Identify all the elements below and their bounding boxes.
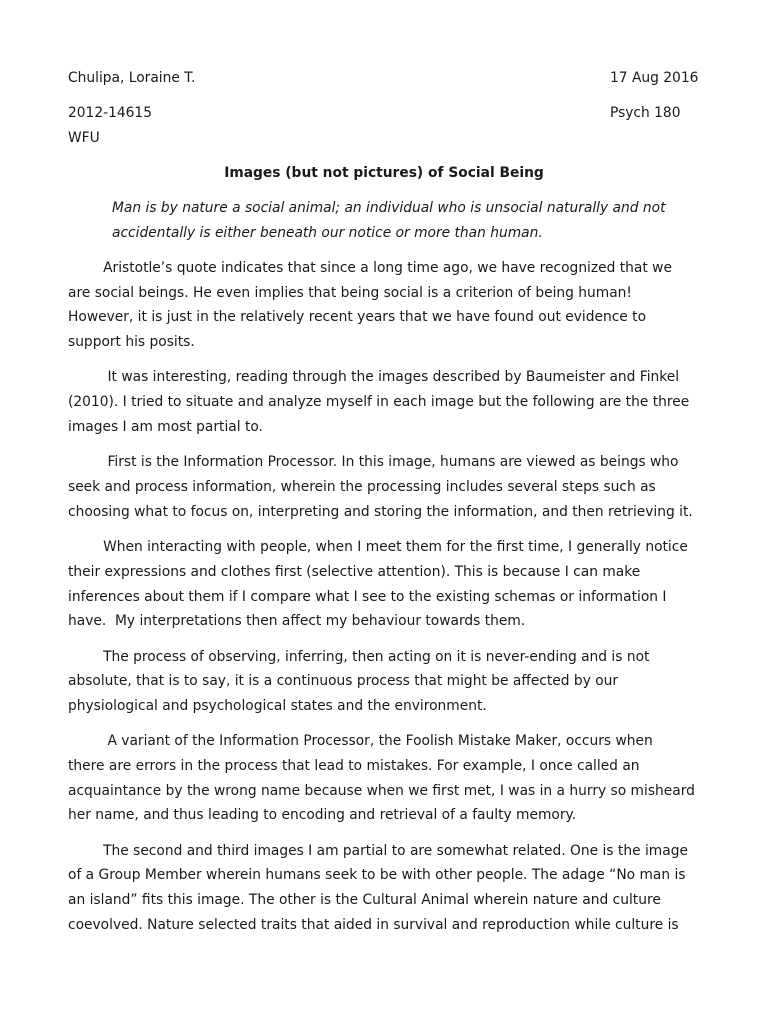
student-id: 2012-14615 [68, 105, 152, 121]
paragraph-line: images I am most partial to. [68, 419, 263, 435]
course: Psych 180 [610, 105, 681, 121]
paragraph-line: A variant of the Information Processor, the Foolish Mistake Maker, occurs when [68, 733, 653, 749]
paragraph-line: (2010). I tried to situate and analyze myself in each image but the following are the three [68, 394, 690, 410]
paragraph-line: an island” fits this image. The other is the Cultural Animal wherein nature and culture [68, 892, 661, 908]
quote-line: accidentally is either beneath our notice or more than human. [112, 225, 543, 241]
paragraph-line: absolute, that is to say, it is a continuous process that might be affected by our [68, 673, 619, 689]
paragraph-line: It was interesting, reading through the images described by Baumeister and Finkel [68, 369, 680, 385]
paragraph-line: inferences about them if I compare what I see to the existing schemas or information I [68, 589, 667, 605]
paragraph-line: The process of observing, inferring, then acting on it is never-ending and is not [68, 649, 650, 665]
paragraph-line: there are errors in the process that lead to mistakes. For example, I once called an [68, 758, 640, 774]
date: 17 Aug 2016 [610, 70, 699, 86]
author-name: Chulipa, Loraine T. [68, 70, 196, 86]
paragraph-line: physiological and psychological states and the environment. [68, 698, 487, 714]
paragraph-line: support his posits. [68, 334, 195, 350]
paragraph-line: have. My interpretations then affect my behaviour towards them. [68, 613, 526, 629]
paragraph-line: However, it is just in the relatively recent years that we have found out evidence to [68, 309, 647, 325]
paragraph-line: The second and third images I am partial to are somewhat related. One is the image [68, 843, 688, 859]
quote-line: Man is by nature a social animal; an individual who is unsocial naturally and not [112, 200, 666, 216]
paragraph-line: seek and process information, wherein the processing includes several steps such as [68, 479, 656, 495]
paragraph-line: acquaintance by the wrong name because when we first met, I was in a hurry so misheard [68, 783, 695, 799]
paragraph-line: choosing what to focus on, interpreting and storing the information, and then retrieving it. [68, 504, 693, 520]
section: WFU [68, 130, 100, 146]
paragraph-line: their expressions and clothes first (selective attention). This is because I can make [68, 564, 641, 580]
paragraph-line: Aristotle’s quote indicates that since a long time ago, we have recognized that we [68, 260, 672, 276]
paragraph-line: When interacting with people, when I meet them for the first time, I generally notice [68, 539, 688, 555]
paragraph-line: her name, and thus leading to encoding and retrieval of a faulty memory. [68, 807, 577, 823]
document-title: Images (but not pictures) of Social Being [224, 165, 544, 181]
paragraph-line: are social beings. He even implies that being social is a criterion of being human! [68, 285, 632, 301]
paragraph-line: First is the Information Processor. In this image, humans are viewed as beings who [68, 454, 679, 470]
paragraph-line: of a Group Member wherein humans seek to be with other people. The adage “No man is [68, 867, 686, 883]
paragraph-line: coevolved. Nature selected traits that aided in survival and reproduction while culture is [68, 917, 679, 933]
